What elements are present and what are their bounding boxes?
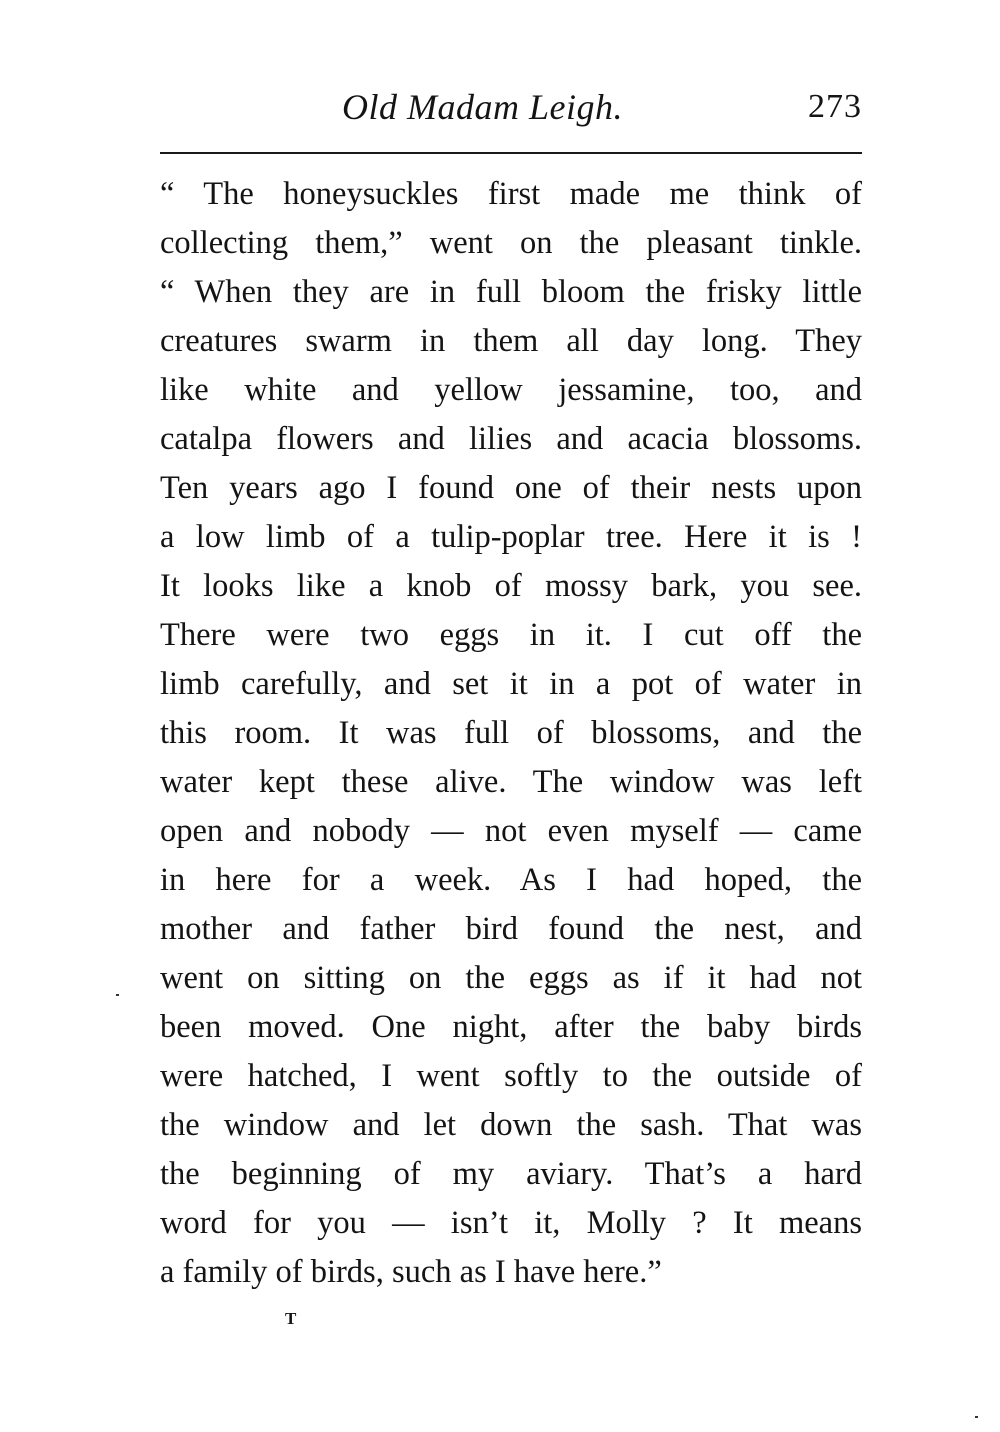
page-number: 273 xyxy=(808,88,862,125)
text-line: a family of birds, such as I have here.” xyxy=(160,1254,662,1290)
text-line: mother and father bird found the nest, and xyxy=(160,911,862,947)
text-line: “ When they are in full bloom the frisky little xyxy=(160,274,862,310)
text-line: collecting them,” went on the pleasant tinkle. xyxy=(160,225,862,261)
text-line: Ten years ago I found one of their nests upon xyxy=(160,470,862,506)
paper-speck xyxy=(116,994,119,996)
printer-signature-mark: T xyxy=(285,1309,298,1328)
text-line: It looks like a knob of mossy bark, you see. xyxy=(160,568,862,604)
text-line: were hatched, I went softly to the outside of xyxy=(160,1058,862,1094)
text-line: There were two eggs in it. I cut off the xyxy=(160,617,862,653)
text-line: catalpa flowers and lilies and acacia blossoms. xyxy=(160,421,862,457)
text-line: went on sitting on the eggs as if it had not xyxy=(160,960,862,996)
text-line: this room. It was full of blossoms, and the xyxy=(160,715,862,751)
header-rule xyxy=(160,152,862,154)
text-line: word for you — isn’t it, Molly ? It means xyxy=(160,1205,862,1241)
text-line: open and nobody — not even myself — came xyxy=(160,813,862,849)
paper-speck xyxy=(975,1416,978,1418)
running-title: Old Madam Leigh. xyxy=(342,87,623,127)
text-line: in here for a week. As I had hoped, the xyxy=(160,862,862,898)
text-line: limb carefully, and set it in a pot of water in xyxy=(160,666,862,702)
text-line: a low limb of a tulip-poplar tree. Here it is ! xyxy=(160,519,862,555)
running-head xyxy=(160,86,862,146)
text-line: like white and yellow jessamine, too, and xyxy=(160,372,862,408)
text-line: the beginning of my aviary. That’s a hard xyxy=(160,1156,862,1192)
text-line: been moved. One night, after the baby birds xyxy=(160,1009,862,1045)
text-line: water kept these alive. The window was left xyxy=(160,764,862,800)
text-line: the window and let down the sash. That was xyxy=(160,1107,862,1143)
text-line: creatures swarm in them all day long. They xyxy=(160,323,862,359)
text-line: “ The honeysuckles first made me think of xyxy=(160,176,862,212)
body-text xyxy=(160,170,862,1297)
